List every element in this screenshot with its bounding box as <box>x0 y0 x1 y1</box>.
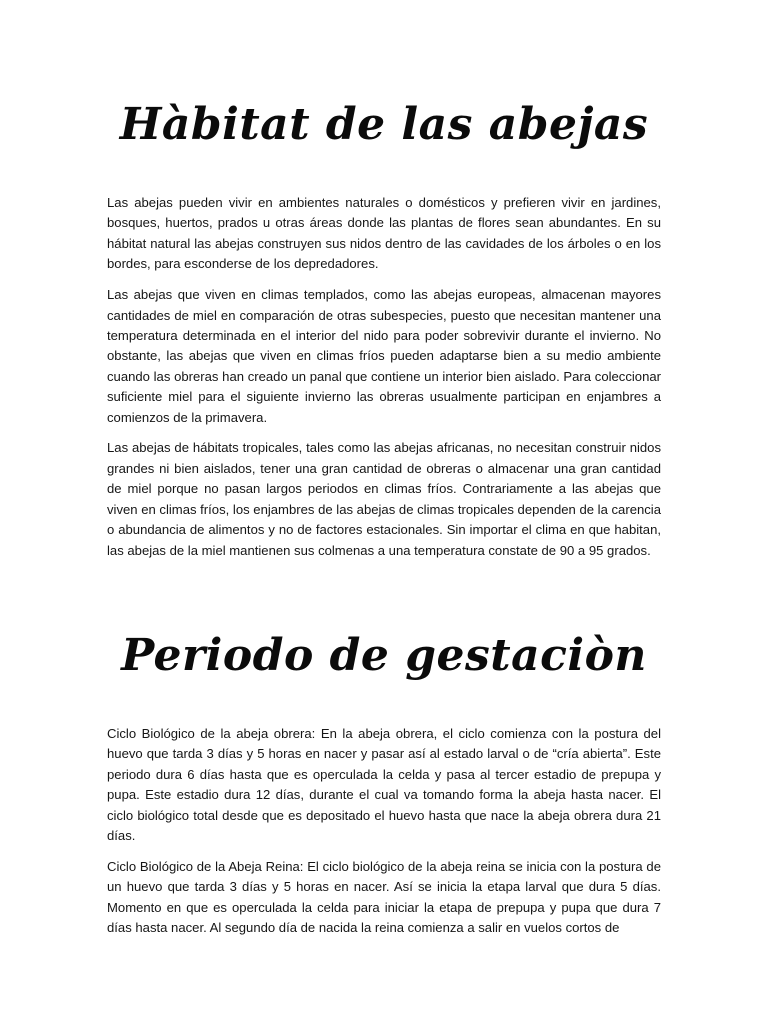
section-title-gestacion: Periodo de gestaciòn <box>121 630 647 681</box>
section-title-habitat: Hàbitat de las abejas <box>119 99 649 150</box>
paragraph: Ciclo Biológico de la abeja obrera: En la abeja obrera, el ciclo comienza con la postura del huevo que tarda 3 días y 5 horas en nacer y pasar así al estado larval o de “cría abierta”. Este periodo dura 6 días hasta que es operculada la celda y pasa al tercer estadio de prepupa y pupa. Este estadio dura 12 días, durante el cual va tomando forma la abeja hasta nacer. El ciclo biológico total desde que es depositado el huevo hasta que nace la abeja obrera dura 21 días. <box>107 726 661 844</box>
paragraph: Las abejas de hábitats tropicales, tales como las abejas africanas, no necesitan construir nidos grandes ni bien aislados, tener una gran cantidad de obreras o almacenar una gran cantidad de miel porque no pasan largos periodos en climas fríos. Contrariamente a las abejas que viven en climas fríos, los enjambres de las abejas de climas tropicales dependen de la carencia o abundancia de alimentos y no de factores estacionales. Sin importar el clima en que habitan, las abejas de la miel mantienen sus colmenas a una temperatura constate de 90 a 95 grados. <box>107 440 661 558</box>
paragraph: Las abejas que viven en climas templados, como las abejas europeas, almacenan mayores cantidades de miel en comparación de otras subespecies, puesto que necesitan mantener una temperatura determinada en el interior del nido para poder sobrevivir durante el invierno. No obstante, las abejas que viven en climas fríos pueden adaptarse bien a su medio ambiente cuando las obreras han creado un panal que contiene un interior bien aislado. Para coleccionar suficiente miel para el siguiente invierno las obreras usualmente participan en enjambres a comienzos de la primavera. <box>107 287 661 425</box>
paragraph: Ciclo Biológico de la Abeja Reina: El ciclo biológico de la abeja reina se inicia con la postura de un huevo que tarda 3 días y 5 horas en nacer. Así se inicia la etapa larval que dura 5 días. Momento en que es operculada la celda para iniciar la etapa de prepupa y pupa que dura 7 días hasta nacer. Al segundo día de nacida la reina comienza a salir en vuelos cortos de <box>107 858 661 936</box>
paragraph: Las abejas pueden vivir en ambientes naturales o domésticos y prefieren vivir en jardines, bosques, huertos, prados u otras áreas donde las plantas de flores sean abundantes. En su hábitat natural las abejas construyen sus nidos dentro de las cavidades de los árboles o en los bordes, para esconderse de los depredadores. <box>107 195 661 272</box>
section-body-habitat <box>107 193 661 561</box>
section-body-gestacion <box>107 724 661 939</box>
